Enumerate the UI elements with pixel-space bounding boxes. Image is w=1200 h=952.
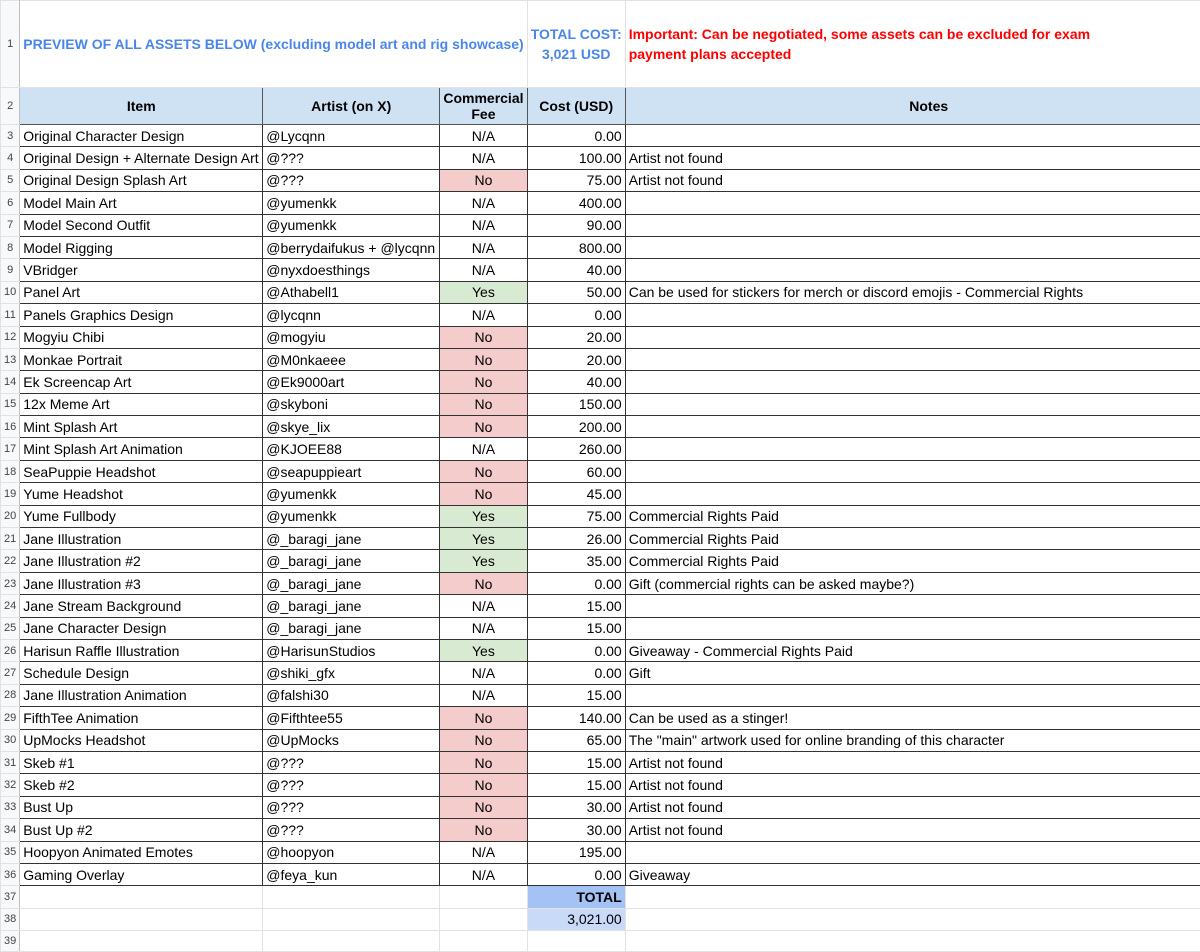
cell-cost[interactable]: 0.00 bbox=[527, 304, 625, 326]
table-row bbox=[1, 617, 1200, 639]
row-number[interactable]: 29 bbox=[1, 707, 20, 729]
sheet-row bbox=[1, 931, 1200, 952]
cell-item[interactable]: Jane Illustration Animation bbox=[20, 684, 263, 706]
table-row bbox=[1, 259, 1200, 281]
header-notes[interactable]: Notes bbox=[625, 88, 1200, 125]
cell-commercial-fee[interactable]: No bbox=[440, 707, 528, 729]
table-row bbox=[1, 841, 1200, 863]
cell-commercial-fee[interactable]: No bbox=[440, 774, 528, 796]
cell-cost[interactable]: 100.00 bbox=[527, 147, 625, 169]
row-number[interactable]: 9 bbox=[1, 259, 20, 281]
cell-artist[interactable]: @lycqnn bbox=[263, 304, 440, 326]
cell-cost[interactable]: 75.00 bbox=[527, 169, 625, 191]
cell-notes[interactable]: Artist not found bbox=[625, 819, 1200, 841]
cell-commercial-fee[interactable]: N/A bbox=[440, 595, 528, 617]
cell-notes[interactable]: Artist not found bbox=[625, 147, 1200, 169]
cell-commercial-fee[interactable]: N/A bbox=[440, 841, 528, 863]
empty-cell[interactable] bbox=[440, 886, 528, 908]
total-value-row bbox=[1, 908, 1200, 930]
cell-notes[interactable]: The "main" artwork used for online branding of this character bbox=[625, 729, 1200, 751]
empty-cell[interactable] bbox=[440, 908, 528, 930]
cell-artist[interactable]: @_baragi_jane bbox=[263, 572, 440, 594]
cell-notes[interactable] bbox=[625, 438, 1200, 460]
cell-cost[interactable]: 260.00 bbox=[527, 438, 625, 460]
cell-commercial-fee[interactable]: N/A bbox=[440, 214, 528, 236]
empty-cell[interactable] bbox=[20, 908, 263, 930]
cell-notes[interactable] bbox=[625, 192, 1200, 214]
table-row bbox=[1, 819, 1200, 841]
table-row bbox=[1, 438, 1200, 460]
cell-item[interactable]: Yume Fullbody bbox=[20, 505, 263, 527]
cell-artist[interactable]: @M0nkaeee bbox=[263, 348, 440, 370]
table-row bbox=[1, 572, 1200, 594]
cell-notes[interactable]: Commercial Rights Paid bbox=[625, 505, 1200, 527]
cell-item[interactable]: UpMocks Headshot bbox=[20, 729, 263, 751]
row-number[interactable]: 6 bbox=[1, 192, 20, 214]
cell-cost[interactable]: 20.00 bbox=[527, 348, 625, 370]
cell-notes[interactable]: Can be used for stickers for merch or discord emojis - Commercial Rights bbox=[625, 281, 1200, 303]
cell-item[interactable]: VBridger bbox=[20, 259, 263, 281]
cell-commercial-fee[interactable]: N/A bbox=[440, 125, 528, 147]
cell-item[interactable]: Model Second Outfit bbox=[20, 214, 263, 236]
cell-commercial-fee[interactable]: No bbox=[440, 729, 528, 751]
cell-notes[interactable]: Can be used as a stinger! bbox=[625, 707, 1200, 729]
cell-artist[interactable]: @Ek9000art bbox=[263, 371, 440, 393]
cell-cost[interactable]: 35.00 bbox=[527, 550, 625, 572]
sheet-row bbox=[1, 1, 1200, 88]
empty-cell[interactable] bbox=[440, 931, 528, 952]
cell-notes[interactable]: Artist not found bbox=[625, 796, 1200, 818]
cell-cost[interactable]: 15.00 bbox=[527, 684, 625, 706]
cell-item[interactable]: SeaPuppie Headshot bbox=[20, 460, 263, 482]
table-row bbox=[1, 236, 1200, 258]
cell-notes[interactable] bbox=[625, 460, 1200, 482]
cell-cost[interactable]: 15.00 bbox=[527, 774, 625, 796]
total-value-cell[interactable]: 3,021.00 bbox=[527, 908, 625, 930]
empty-cell[interactable] bbox=[625, 886, 1200, 908]
cell-notes[interactable] bbox=[625, 595, 1200, 617]
header-commercial-fee[interactable]: Commercial Fee bbox=[440, 88, 528, 125]
cell-commercial-fee[interactable]: No bbox=[440, 326, 528, 348]
cell-cost[interactable]: 140.00 bbox=[527, 707, 625, 729]
table-row bbox=[1, 774, 1200, 796]
table-row bbox=[1, 416, 1200, 438]
cell-artist[interactable]: @_baragi_jane bbox=[263, 550, 440, 572]
cell-notes[interactable] bbox=[625, 125, 1200, 147]
cell-cost[interactable]: 65.00 bbox=[527, 729, 625, 751]
cell-notes[interactable] bbox=[625, 348, 1200, 370]
table-row bbox=[1, 662, 1200, 684]
empty-cell[interactable] bbox=[263, 886, 440, 908]
table-row bbox=[1, 595, 1200, 617]
important-note-cell[interactable] bbox=[625, 1, 1200, 88]
cell-artist[interactable]: @skyboni bbox=[263, 393, 440, 415]
cell-cost[interactable]: 30.00 bbox=[527, 796, 625, 818]
row-number[interactable]: 26 bbox=[1, 639, 20, 661]
cell-cost[interactable]: 15.00 bbox=[527, 617, 625, 639]
cell-item[interactable]: Model Main Art bbox=[20, 192, 263, 214]
row-number[interactable]: 24 bbox=[1, 595, 20, 617]
row-number[interactable]: 36 bbox=[1, 863, 20, 885]
cell-commercial-fee[interactable]: N/A bbox=[440, 684, 528, 706]
cell-cost[interactable]: 0.00 bbox=[527, 125, 625, 147]
cell-commercial-fee[interactable]: N/A bbox=[440, 438, 528, 460]
cell-notes[interactable]: Commercial Rights Paid bbox=[625, 550, 1200, 572]
cell-item[interactable]: Original Character Design bbox=[20, 125, 263, 147]
table-row bbox=[1, 214, 1200, 236]
total-label-cell[interactable]: TOTAL bbox=[527, 886, 625, 908]
row-number[interactable]: 4 bbox=[1, 147, 20, 169]
row-number[interactable]: 38 bbox=[1, 908, 20, 930]
row-number[interactable]: 33 bbox=[1, 796, 20, 818]
cell-notes[interactable]: Artist not found bbox=[625, 169, 1200, 191]
cell-commercial-fee[interactable]: N/A bbox=[440, 147, 528, 169]
cell-commercial-fee[interactable]: N/A bbox=[440, 863, 528, 885]
row-number[interactable]: 25 bbox=[1, 617, 20, 639]
cell-cost[interactable]: 45.00 bbox=[527, 483, 625, 505]
cell-artist[interactable]: @Lycqnn bbox=[263, 125, 440, 147]
important-note-line1: Important: Can be negotiated, some assets can be excluded for exam bbox=[629, 24, 1200, 44]
cell-item[interactable]: Skeb #2 bbox=[20, 774, 263, 796]
cell-cost[interactable]: 30.00 bbox=[527, 819, 625, 841]
header-artist[interactable]: Artist (on X) bbox=[263, 88, 440, 125]
cell-item[interactable]: Harisun Raffle Illustration bbox=[20, 639, 263, 661]
cell-cost[interactable]: 150.00 bbox=[527, 393, 625, 415]
cell-item[interactable]: Jane Character Design bbox=[20, 617, 263, 639]
cell-commercial-fee[interactable]: N/A bbox=[440, 662, 528, 684]
row-number[interactable]: 19 bbox=[1, 483, 20, 505]
cell-cost[interactable]: 195.00 bbox=[527, 841, 625, 863]
total-cost-value: 3,021 USD bbox=[531, 44, 622, 64]
cell-cost[interactable]: 15.00 bbox=[527, 595, 625, 617]
cell-item[interactable]: Yume Headshot bbox=[20, 483, 263, 505]
cell-item[interactable]: Ek Screencap Art bbox=[20, 371, 263, 393]
preview-banner-cell[interactable]: PREVIEW OF ALL ASSETS BELOW (excluding model art and rig showcase) bbox=[20, 1, 527, 88]
empty-cell[interactable] bbox=[20, 931, 263, 952]
cell-artist[interactable]: @??? bbox=[263, 796, 440, 818]
cell-notes[interactable] bbox=[625, 684, 1200, 706]
cell-commercial-fee[interactable]: N/A bbox=[440, 304, 528, 326]
table-row bbox=[1, 326, 1200, 348]
row-number[interactable]: 32 bbox=[1, 774, 20, 796]
cell-cost[interactable]: 40.00 bbox=[527, 371, 625, 393]
cell-artist[interactable]: @feya_kun bbox=[263, 863, 440, 885]
row-number[interactable]: 39 bbox=[1, 931, 20, 952]
table-row bbox=[1, 371, 1200, 393]
cell-item[interactable]: Monkae Portrait bbox=[20, 348, 263, 370]
row-number[interactable]: 22 bbox=[1, 550, 20, 572]
cell-item[interactable]: Mint Splash Art bbox=[20, 416, 263, 438]
cell-artist[interactable]: @_baragi_jane bbox=[263, 617, 440, 639]
cell-artist[interactable]: @KJOEE88 bbox=[263, 438, 440, 460]
cell-notes[interactable] bbox=[625, 371, 1200, 393]
cell-item[interactable]: Bust Up bbox=[20, 796, 263, 818]
cell-cost[interactable]: 60.00 bbox=[527, 460, 625, 482]
table-row bbox=[1, 550, 1200, 572]
cell-notes[interactable]: Giveaway bbox=[625, 863, 1200, 885]
header-cost[interactable]: Cost (USD) bbox=[527, 88, 625, 125]
cell-commercial-fee[interactable]: Yes bbox=[440, 550, 528, 572]
table-row bbox=[1, 281, 1200, 303]
row-number[interactable]: 18 bbox=[1, 460, 20, 482]
row-number[interactable]: 5 bbox=[1, 169, 20, 191]
cell-item[interactable]: Panel Art bbox=[20, 281, 263, 303]
total-cost-label: TOTAL COST: bbox=[531, 24, 622, 44]
row-number[interactable]: 14 bbox=[1, 371, 20, 393]
row-number[interactable]: 21 bbox=[1, 528, 20, 550]
row-number[interactable]: 10 bbox=[1, 281, 20, 303]
cell-commercial-fee[interactable]: No bbox=[440, 393, 528, 415]
cell-artist[interactable]: @Fifthtee55 bbox=[263, 707, 440, 729]
cell-notes[interactable] bbox=[625, 841, 1200, 863]
table-row bbox=[1, 796, 1200, 818]
empty-cell[interactable] bbox=[625, 931, 1200, 952]
row-number[interactable]: 12 bbox=[1, 326, 20, 348]
cell-commercial-fee[interactable]: No bbox=[440, 348, 528, 370]
cell-artist[interactable]: @nyxdoesthings bbox=[263, 259, 440, 281]
cell-notes[interactable]: Commercial Rights Paid bbox=[625, 528, 1200, 550]
cell-notes[interactable] bbox=[625, 617, 1200, 639]
row-number[interactable]: 2 bbox=[1, 88, 20, 125]
cell-artist[interactable]: @berrydaifukus + @lycqnn bbox=[263, 236, 440, 258]
cell-artist[interactable]: @??? bbox=[263, 819, 440, 841]
cell-commercial-fee[interactable]: Yes bbox=[440, 528, 528, 550]
table-row bbox=[1, 528, 1200, 550]
cell-item[interactable]: Jane Illustration #2 bbox=[20, 550, 263, 572]
cell-notes[interactable]: Artist not found bbox=[625, 774, 1200, 796]
cell-artist[interactable]: @Athabell1 bbox=[263, 281, 440, 303]
cell-artist[interactable]: @hoopyon bbox=[263, 841, 440, 863]
empty-cell[interactable] bbox=[527, 931, 625, 952]
cell-commercial-fee[interactable]: No bbox=[440, 169, 528, 191]
row-number[interactable]: 15 bbox=[1, 393, 20, 415]
cell-item[interactable]: Schedule Design bbox=[20, 662, 263, 684]
cell-artist[interactable]: @seapuppieart bbox=[263, 460, 440, 482]
table-row bbox=[1, 751, 1200, 773]
cell-cost[interactable]: 26.00 bbox=[527, 528, 625, 550]
table-row bbox=[1, 684, 1200, 706]
cell-commercial-fee[interactable]: No bbox=[440, 460, 528, 482]
cell-artist[interactable]: @??? bbox=[263, 751, 440, 773]
cell-commercial-fee[interactable]: No bbox=[440, 796, 528, 818]
cell-item[interactable]: Jane Stream Background bbox=[20, 595, 263, 617]
cell-item[interactable]: Model Rigging bbox=[20, 236, 263, 258]
cell-artist[interactable]: @yumenkk bbox=[263, 505, 440, 527]
row-number[interactable]: 28 bbox=[1, 684, 20, 706]
cell-notes[interactable] bbox=[625, 214, 1200, 236]
cell-artist[interactable]: @mogyiu bbox=[263, 326, 440, 348]
row-number[interactable]: 23 bbox=[1, 572, 20, 594]
row-number[interactable]: 1 bbox=[1, 1, 20, 88]
table-row bbox=[1, 125, 1200, 147]
cell-item[interactable]: Jane Illustration bbox=[20, 528, 263, 550]
cell-item[interactable]: Gaming Overlay bbox=[20, 863, 263, 885]
cell-notes[interactable]: Gift (commercial rights can be asked maybe?) bbox=[625, 572, 1200, 594]
empty-cell[interactable] bbox=[20, 886, 263, 908]
cell-notes[interactable] bbox=[625, 304, 1200, 326]
row-number[interactable]: 20 bbox=[1, 505, 20, 527]
cell-item[interactable]: Bust Up #2 bbox=[20, 819, 263, 841]
cell-cost[interactable]: 0.00 bbox=[527, 639, 625, 661]
cell-notes[interactable]: Gift bbox=[625, 662, 1200, 684]
cell-cost[interactable]: 90.00 bbox=[527, 214, 625, 236]
table-row bbox=[1, 304, 1200, 326]
row-number[interactable]: 30 bbox=[1, 729, 20, 751]
cell-cost[interactable]: 0.00 bbox=[527, 662, 625, 684]
cell-artist[interactable]: @HarisunStudios bbox=[263, 639, 440, 661]
cell-notes[interactable] bbox=[625, 259, 1200, 281]
row-number[interactable]: 17 bbox=[1, 438, 20, 460]
cell-item[interactable]: Skeb #1 bbox=[20, 751, 263, 773]
row-number[interactable]: 16 bbox=[1, 416, 20, 438]
cell-commercial-fee[interactable]: No bbox=[440, 572, 528, 594]
header-item[interactable]: Item bbox=[20, 88, 263, 125]
cell-artist[interactable]: @??? bbox=[263, 169, 440, 191]
cell-item[interactable]: Mogyiu Chibi bbox=[20, 326, 263, 348]
row-number[interactable]: 27 bbox=[1, 662, 20, 684]
cell-item[interactable]: Panels Graphics Design bbox=[20, 304, 263, 326]
cell-artist[interactable]: @_baragi_jane bbox=[263, 595, 440, 617]
cell-item[interactable]: Jane Illustration #3 bbox=[20, 572, 263, 594]
row-number[interactable]: 3 bbox=[1, 125, 20, 147]
cell-notes[interactable] bbox=[625, 236, 1200, 258]
cell-cost[interactable]: 20.00 bbox=[527, 326, 625, 348]
cell-item[interactable]: Mint Splash Art Animation bbox=[20, 438, 263, 460]
table-row bbox=[1, 147, 1200, 169]
cell-commercial-fee[interactable]: No bbox=[440, 751, 528, 773]
cell-cost[interactable]: 50.00 bbox=[527, 281, 625, 303]
header-row bbox=[1, 88, 1200, 125]
table-row bbox=[1, 639, 1200, 661]
cell-item[interactable]: Original Design Splash Art bbox=[20, 169, 263, 191]
row-number[interactable]: 34 bbox=[1, 819, 20, 841]
cell-commercial-fee[interactable]: No bbox=[440, 483, 528, 505]
table-row bbox=[1, 707, 1200, 729]
cell-artist[interactable]: @falshi30 bbox=[263, 684, 440, 706]
empty-cell[interactable] bbox=[263, 908, 440, 930]
table-row bbox=[1, 729, 1200, 751]
cell-commercial-fee[interactable]: Yes bbox=[440, 639, 528, 661]
row-number[interactable]: 7 bbox=[1, 214, 20, 236]
empty-cell[interactable] bbox=[263, 931, 440, 952]
cell-artist[interactable]: @??? bbox=[263, 147, 440, 169]
cell-notes[interactable] bbox=[625, 483, 1200, 505]
table-row bbox=[1, 460, 1200, 482]
cell-cost[interactable]: 0.00 bbox=[527, 863, 625, 885]
cell-cost[interactable]: 40.00 bbox=[527, 259, 625, 281]
cell-artist[interactable]: @??? bbox=[263, 774, 440, 796]
cell-commercial-fee[interactable]: No bbox=[440, 819, 528, 841]
empty-cell[interactable] bbox=[625, 908, 1200, 930]
cell-artist[interactable]: @_baragi_jane bbox=[263, 528, 440, 550]
cell-commercial-fee[interactable]: N/A bbox=[440, 617, 528, 639]
total-cost-cell[interactable] bbox=[527, 1, 625, 88]
cell-item[interactable]: Original Design + Alternate Design Art bbox=[20, 147, 263, 169]
cell-cost[interactable]: 200.00 bbox=[527, 416, 625, 438]
important-note-line2: payment plans accepted bbox=[629, 44, 1200, 64]
table-row bbox=[1, 169, 1200, 191]
cell-artist[interactable]: @shiki_gfx bbox=[263, 662, 440, 684]
cell-notes[interactable]: Artist not found bbox=[625, 751, 1200, 773]
cell-notes[interactable] bbox=[625, 326, 1200, 348]
cell-artist[interactable]: @yumenkk bbox=[263, 214, 440, 236]
cell-commercial-fee[interactable]: No bbox=[440, 416, 528, 438]
cell-artist[interactable]: @UpMocks bbox=[263, 729, 440, 751]
cell-commercial-fee[interactable]: Yes bbox=[440, 281, 528, 303]
cell-commercial-fee[interactable]: No bbox=[440, 371, 528, 393]
cell-notes[interactable]: Giveaway - Commercial Rights Paid bbox=[625, 639, 1200, 661]
cell-notes[interactable] bbox=[625, 416, 1200, 438]
cell-commercial-fee[interactable]: N/A bbox=[440, 259, 528, 281]
cell-notes[interactable] bbox=[625, 393, 1200, 415]
table-row bbox=[1, 483, 1200, 505]
row-number[interactable]: 31 bbox=[1, 751, 20, 773]
table-row bbox=[1, 505, 1200, 527]
cell-item[interactable]: FifthTee Animation bbox=[20, 707, 263, 729]
total-label-row bbox=[1, 886, 1200, 908]
cell-cost[interactable]: 15.00 bbox=[527, 751, 625, 773]
cell-artist[interactable]: @yumenkk bbox=[263, 192, 440, 214]
row-number[interactable]: 11 bbox=[1, 304, 20, 326]
row-number[interactable]: 13 bbox=[1, 348, 20, 370]
cell-artist[interactable]: @skye_lix bbox=[263, 416, 440, 438]
cell-commercial-fee[interactable]: N/A bbox=[440, 192, 528, 214]
cell-commercial-fee[interactable]: N/A bbox=[440, 236, 528, 258]
row-number[interactable]: 37 bbox=[1, 886, 20, 908]
table-row bbox=[1, 192, 1200, 214]
table-row bbox=[1, 393, 1200, 415]
cell-item[interactable]: 12x Meme Art bbox=[20, 393, 263, 415]
cell-artist[interactable]: @yumenkk bbox=[263, 483, 440, 505]
row-number[interactable]: 35 bbox=[1, 841, 20, 863]
cell-commercial-fee[interactable]: Yes bbox=[440, 505, 528, 527]
cell-item[interactable]: Hoopyon Animated Emotes bbox=[20, 841, 263, 863]
cell-cost[interactable]: 0.00 bbox=[527, 572, 625, 594]
cell-cost[interactable]: 400.00 bbox=[527, 192, 625, 214]
row-number[interactable]: 8 bbox=[1, 236, 20, 258]
cell-cost[interactable]: 800.00 bbox=[527, 236, 625, 258]
table-row bbox=[1, 863, 1200, 885]
cell-cost[interactable]: 75.00 bbox=[527, 505, 625, 527]
table-row bbox=[1, 348, 1200, 370]
